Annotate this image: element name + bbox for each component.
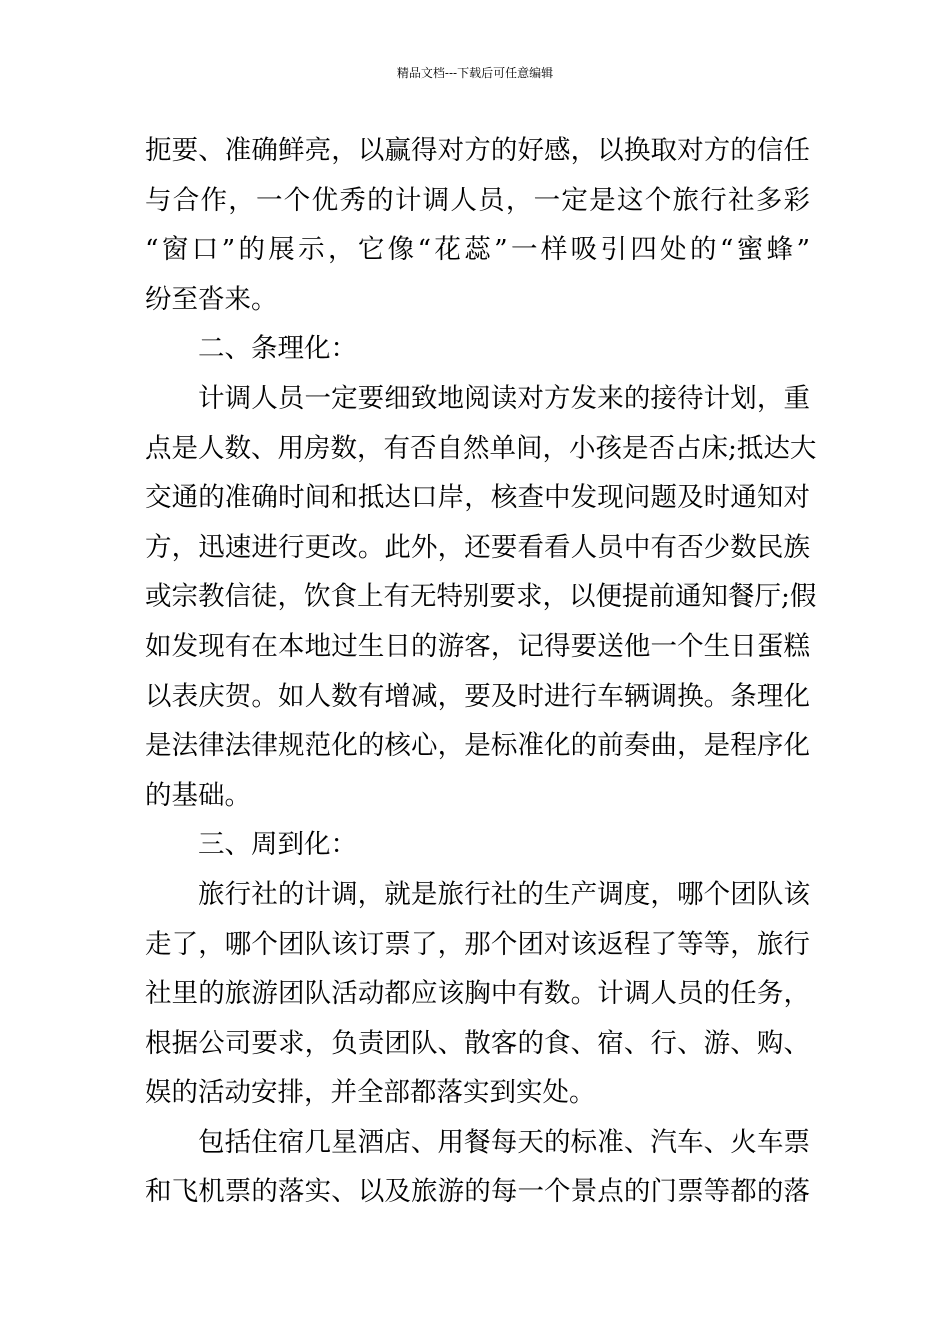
paragraph-line: “窗口”的展示，它像“花蕊”一样吸引四处的“蜜蜂” [145, 234, 810, 266]
paragraph-line: 与合作，一个优秀的计调人员，一定是这个旅行社多彩 [145, 184, 810, 216]
paragraph-line: 点是人数、用房数，有否自然单间，小孩是否占床;抵达大 [145, 432, 817, 464]
section-heading: 二、条理化： [198, 333, 357, 365]
paragraph-line: 如发现有在本地过生日的游客，记得要送他一个生日蛋糕 [145, 630, 810, 662]
paragraph-line: 和飞机票的落实、以及旅游的每一个景点的门票等都的落 [145, 1176, 810, 1208]
paragraph-last-line: 的基础。 [145, 779, 251, 811]
paragraph-line: 或宗教信徒，饮食上有无特别要求，以便提前通知餐厅;假 [145, 581, 817, 613]
section-heading: 三、周到化： [198, 829, 357, 861]
paragraph-first-line: 包括住宿几星酒店、用餐每天的标准、汽车、火车票 [198, 1126, 810, 1158]
page-header: 精品文档---下载后可任意编辑 [396, 66, 554, 80]
paragraph-first-line: 旅行社的计调，就是旅行社的生产调度，哪个团队该 [198, 878, 810, 910]
paragraph-line: 方，迅速进行更改。此外，还要看看人员中有否少数民族 [145, 531, 810, 563]
paragraph-line: 以表庆贺。如人数有增减，要及时进行车辆调换。条理化 [145, 680, 810, 712]
paragraph-line: 社里的旅游团队活动都应该胸中有数。计调人员的任务， [145, 978, 810, 1010]
paragraph-line: 交通的准确时间和抵达口岸，核查中发现问题及时通知对 [145, 482, 810, 514]
paragraph-line: 扼要、准确鲜亮，以赢得对方的好感，以换取对方的信任 [145, 135, 810, 166]
paragraph-last-line: 娱的活动安排，并全部都落实到实处。 [145, 1077, 596, 1109]
paragraph-line: 根据公司要求，负责团队、散客的食、宿、行、游、购、 [145, 1027, 810, 1059]
paragraph-first-line: 计调人员一定要细致地阅读对方发来的接待计划，重 [198, 382, 810, 414]
paragraph-line: 是法律法律规范化的核心，是标准化的前奏曲，是程序化 [145, 730, 810, 762]
document-body [145, 126, 817, 1217]
paragraph-line: 走了，哪个团队该订票了，那个团对该返程了等等，旅行 [145, 928, 810, 960]
paragraph-last-line: 纷至沓来。 [145, 283, 278, 315]
